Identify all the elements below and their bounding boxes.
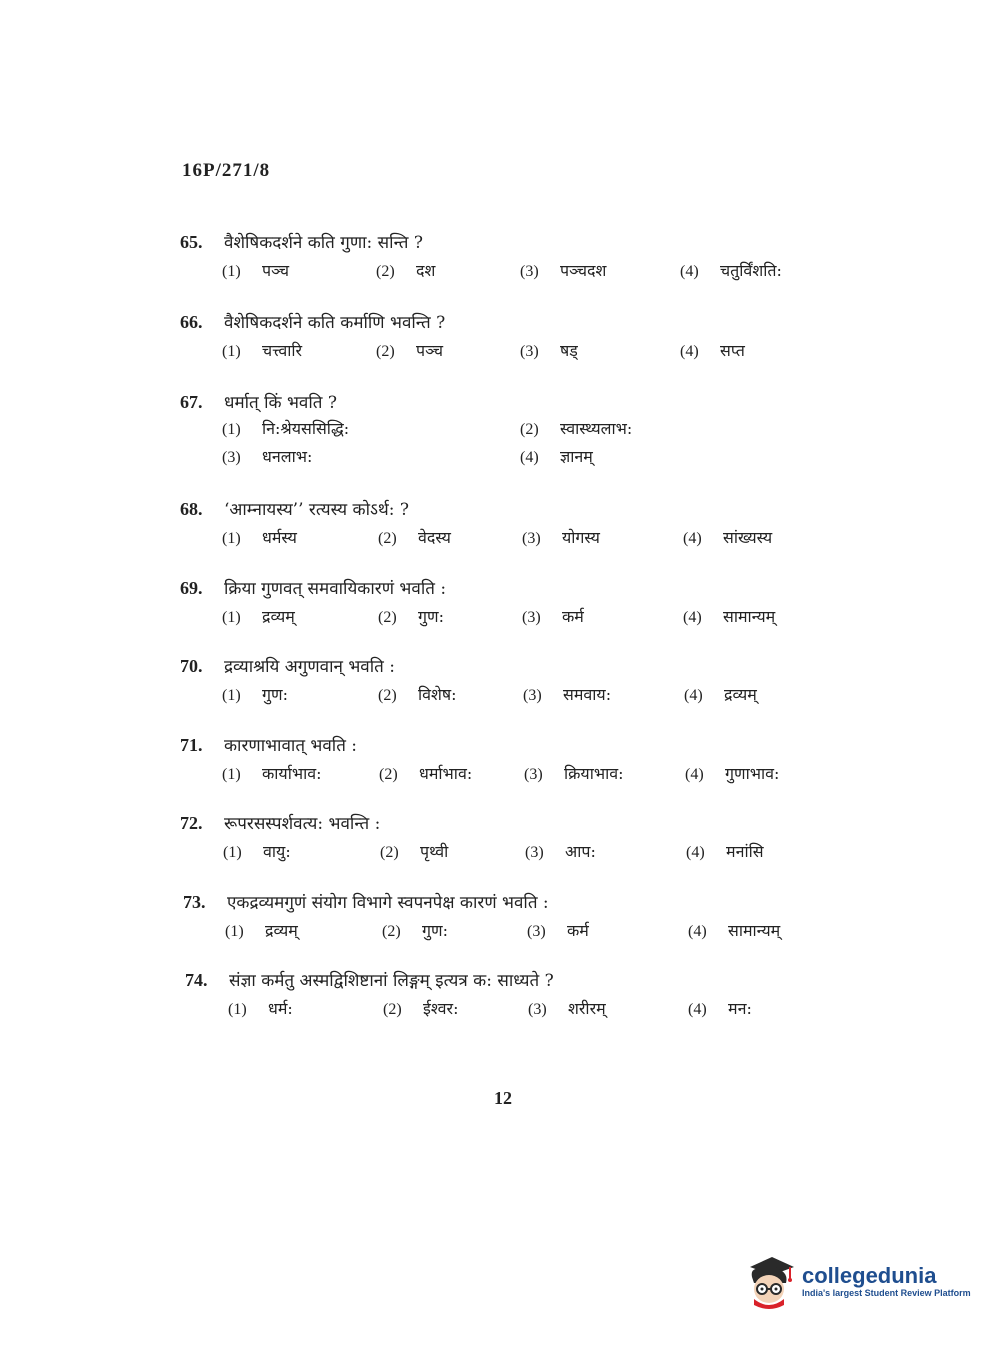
options-row <box>180 339 880 369</box>
option-3[interactable] <box>222 445 312 467</box>
option-number: (4) <box>688 1001 707 1018</box>
option-number: (3) <box>520 263 539 280</box>
option-number: (4) <box>686 844 705 861</box>
option-text: सामान्यम् <box>723 607 776 626</box>
option-text: चत्त्वारि <box>262 341 303 360</box>
options-row <box>185 997 885 1027</box>
option-number: (3) <box>525 844 544 861</box>
question-text: रूपरसस्पर्शवत्य: भवन्ति : <box>224 814 381 834</box>
option-text: चतुर्विंशति: <box>720 261 782 280</box>
question-number: 69. <box>180 578 203 598</box>
question-text: क्रिया गुणवत् समवायिकारणं भवति : <box>224 579 447 599</box>
question-number: 65. <box>180 232 203 252</box>
options-row <box>180 526 880 556</box>
question-text: द्रव्याश्रयि अगुणवान् भवति : <box>224 657 395 677</box>
option-text: सांख्यस्य <box>723 528 773 547</box>
option-text: ईश्वर: <box>423 999 459 1018</box>
option-number: (2) <box>378 687 397 704</box>
option-1[interactable] <box>222 339 302 361</box>
option-number: (3) <box>524 766 543 783</box>
question-text: वैशेषिकदर्शने कति कर्माणि भवन्ति ? <box>224 313 446 333</box>
option-number: (3) <box>522 530 541 547</box>
option-3[interactable] <box>523 683 611 705</box>
logo-tagline: India's largest Student Review Platform <box>802 1288 971 1298</box>
question-number: 67. <box>180 392 203 412</box>
options-row <box>180 259 880 289</box>
question-number: 70. <box>180 656 203 676</box>
option-text: गुण: <box>262 685 288 704</box>
question-number: 73. <box>183 892 206 912</box>
option-text: द्रव्यम् <box>724 685 757 704</box>
option-2[interactable] <box>520 417 632 439</box>
question-65 <box>180 230 880 289</box>
option-number: (2) <box>380 844 399 861</box>
option-text: मन: <box>728 999 752 1018</box>
collegedunia-logo[interactable] <box>742 1250 982 1312</box>
option-4[interactable] <box>683 526 772 548</box>
option-number: (4) <box>683 530 702 547</box>
option-4[interactable] <box>686 840 764 862</box>
option-text: वेदस्य <box>418 528 451 547</box>
option-text: वायु: <box>263 842 291 861</box>
question-67 <box>180 390 880 471</box>
option-text: धर्माभाव: <box>419 764 473 783</box>
option-text: आप: <box>565 842 596 861</box>
option-1[interactable] <box>222 417 349 439</box>
option-number: (1) <box>222 343 241 360</box>
option-4[interactable] <box>684 683 757 705</box>
option-text: क्रियाभाव: <box>564 764 624 783</box>
question-text: वैशेषिकदर्शने कति गुणा: सन्ति ? <box>224 233 424 253</box>
option-text: गुण: <box>418 607 444 626</box>
option-number: (1) <box>222 530 241 547</box>
option-number: (3) <box>222 449 241 466</box>
option-text: षड् <box>560 341 578 360</box>
option-text: गुण: <box>422 921 448 940</box>
option-number: (2) <box>520 421 539 438</box>
question-text: संज्ञा कर्मतु अस्मद्विशिष्टानां लिङ्गम् इत्यत्र क: साध्यते ? <box>229 971 554 991</box>
option-text: पञ्चदश <box>560 261 607 280</box>
question-text: कारणाभावात् भवति : <box>224 736 358 756</box>
option-3[interactable] <box>522 526 600 548</box>
option-2[interactable] <box>376 259 435 281</box>
option-text: शरीरम् <box>568 999 606 1018</box>
option-number: (2) <box>379 766 398 783</box>
option-3[interactable] <box>522 605 584 627</box>
option-text: धनलाभ: <box>262 447 313 466</box>
option-text: पृथ्वी <box>420 842 449 861</box>
option-1[interactable] <box>222 762 322 784</box>
options-row <box>180 417 880 443</box>
question-70 <box>180 654 880 713</box>
option-number: (2) <box>383 1001 402 1018</box>
option-text: द्रव्यम् <box>262 607 295 626</box>
option-text: धर्मस्य <box>262 528 297 547</box>
question-71 <box>180 733 880 792</box>
option-1[interactable] <box>228 997 293 1019</box>
option-text: सामान्यम् <box>728 921 781 940</box>
question-number: 71. <box>180 735 203 755</box>
option-1[interactable] <box>225 919 298 941</box>
option-number: (4) <box>680 343 699 360</box>
option-1[interactable] <box>222 605 295 627</box>
logo-name: collegedunia <box>802 1263 937 1288</box>
option-text: ज्ञानम् <box>560 447 593 466</box>
option-3[interactable] <box>528 997 606 1019</box>
options-row <box>180 840 880 870</box>
option-text: कर्म <box>567 921 589 940</box>
option-1[interactable] <box>222 526 297 548</box>
question-66 <box>180 310 880 369</box>
option-2[interactable] <box>378 683 457 705</box>
option-text: द्रव्यम् <box>265 921 298 940</box>
question-number: 66. <box>180 312 203 332</box>
option-text: योगस्य <box>562 528 600 547</box>
option-number: (1) <box>222 766 241 783</box>
option-4[interactable] <box>680 259 782 281</box>
options-row <box>180 605 880 635</box>
option-number: (1) <box>228 1001 247 1018</box>
option-1[interactable] <box>222 683 288 705</box>
question-text: धर्मात् किं भवति ? <box>224 393 337 413</box>
options-row <box>183 919 883 949</box>
option-number: (3) <box>522 609 541 626</box>
option-1[interactable] <box>223 840 291 862</box>
option-4[interactable] <box>688 997 752 1019</box>
option-4[interactable] <box>680 339 745 361</box>
option-text: विशेष: <box>418 685 457 704</box>
question-number: 74. <box>185 970 208 990</box>
paper-code: 16P/271/8 <box>182 160 271 181</box>
option-3[interactable] <box>524 762 624 784</box>
option-number: (4) <box>685 766 704 783</box>
option-2[interactable] <box>382 919 448 941</box>
option-number: (3) <box>527 923 546 940</box>
option-text: पञ्च <box>262 261 290 280</box>
question-number: 72. <box>180 813 203 833</box>
option-1[interactable] <box>222 259 289 281</box>
option-number: (1) <box>222 421 241 438</box>
option-number: (1) <box>225 923 244 940</box>
option-number: (3) <box>528 1001 547 1018</box>
question-74 <box>185 968 885 1027</box>
option-3[interactable] <box>520 339 578 361</box>
option-number: (3) <box>520 343 539 360</box>
option-text: समवाय: <box>563 685 612 704</box>
option-2[interactable] <box>378 526 451 548</box>
option-4[interactable] <box>520 445 593 467</box>
option-text: कर्म <box>562 607 584 626</box>
option-3[interactable] <box>525 840 596 862</box>
question-69 <box>180 576 880 635</box>
option-number: (2) <box>382 923 401 940</box>
option-3[interactable] <box>520 259 606 281</box>
option-text: गुणाभाव: <box>725 764 780 783</box>
option-4[interactable] <box>685 762 779 784</box>
option-number: (2) <box>378 530 397 547</box>
question-text: एकद्रव्यमगुणं संयोग विभागे स्वपनपेक्ष कारणं भवति : <box>227 893 549 913</box>
options-row <box>180 445 880 471</box>
option-number: (1) <box>222 263 241 280</box>
option-text: दश <box>416 261 436 280</box>
option-number: (4) <box>520 449 539 466</box>
option-number: (1) <box>223 844 242 861</box>
options-row <box>180 683 880 713</box>
option-number: (2) <box>378 609 397 626</box>
option-number: (4) <box>684 687 703 704</box>
option-3[interactable] <box>527 919 589 941</box>
option-2[interactable] <box>376 339 443 361</box>
option-text: सप्त <box>720 341 745 360</box>
option-number: (4) <box>688 923 707 940</box>
option-number: (3) <box>523 687 542 704</box>
question-72 <box>180 811 880 870</box>
option-2[interactable] <box>383 997 459 1019</box>
question-73 <box>183 890 883 949</box>
option-text: स्वास्थ्यलाभ: <box>560 419 633 438</box>
option-text: पञ्च <box>416 341 444 360</box>
question-68 <box>180 497 880 556</box>
option-number: (4) <box>683 609 702 626</box>
options-row <box>180 762 880 792</box>
option-text: धर्म: <box>268 999 293 1018</box>
option-text: कार्याभाव: <box>262 764 322 783</box>
option-text: नि:श्रेयससिद्धि: <box>262 419 350 438</box>
option-2[interactable] <box>379 762 472 784</box>
option-4[interactable] <box>683 605 775 627</box>
option-number: (2) <box>376 263 395 280</box>
option-2[interactable] <box>378 605 444 627</box>
mascot-icon <box>742 1253 796 1309</box>
option-number: (1) <box>222 609 241 626</box>
option-2[interactable] <box>380 840 448 862</box>
question-text: ‘आम्नायस्य’’ रत्यस्य कोऽर्थ: ? <box>224 500 410 520</box>
option-4[interactable] <box>688 919 780 941</box>
option-text: मनांसि <box>726 842 764 861</box>
option-number: (2) <box>376 343 395 360</box>
page-number: 12 <box>494 1088 512 1108</box>
option-number: (4) <box>680 263 699 280</box>
option-number: (1) <box>222 687 241 704</box>
question-number: 68. <box>180 499 203 519</box>
